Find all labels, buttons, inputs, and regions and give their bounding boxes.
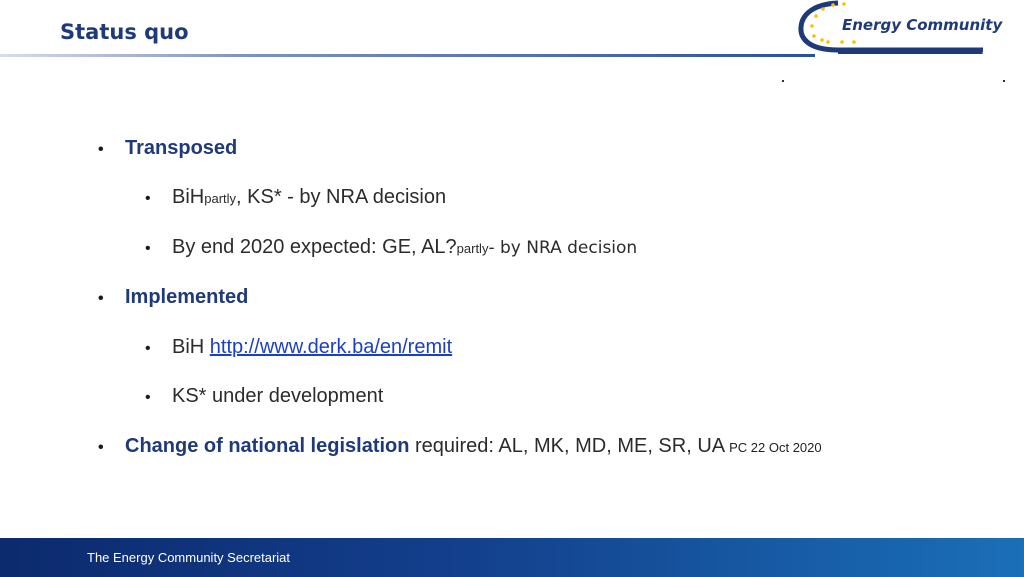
bullet-transposed [98, 137, 237, 160]
energy-community-logo [798, 0, 1003, 58]
nra-decision-text: - by NRA decision [488, 238, 638, 258]
decorative-dot [1003, 80, 1005, 82]
pc-date-note: PC 22 Oct 2020 [729, 440, 822, 455]
bullet-implemented-ks [145, 385, 383, 408]
implemented-heading: Implemented [125, 286, 249, 308]
bullet-icon: • [98, 439, 104, 456]
bullet-icon: • [145, 340, 151, 357]
transposed-heading: Transposed [125, 137, 238, 159]
bullet-icon: • [145, 240, 151, 257]
title-rule [0, 54, 815, 57]
bullet-icon: • [145, 190, 151, 207]
bullet-legislation [98, 435, 822, 458]
bullet-transposed-bih [145, 186, 446, 209]
footer-bar [0, 538, 1024, 577]
ks-under-development: KS* under development [172, 385, 384, 407]
implemented-bih-prefix: BiH [172, 336, 210, 358]
transposed-bih-rest: , KS* - by NRA decision [236, 186, 447, 208]
bullet-icon: • [98, 290, 104, 307]
partly-sub: partly [204, 191, 237, 206]
legislation-rest: required: AL, MK, MD, ME, SR, UA [409, 435, 726, 457]
logo-text: Energy Community [842, 16, 1003, 34]
bullet-icon: • [98, 141, 104, 158]
country-bih: BiH [172, 186, 205, 208]
page-title: Status quo [60, 20, 189, 44]
expected-text: By end 2020 expected: GE, AL? [172, 236, 457, 258]
derk-link[interactable]: http://www.derk.ba/en/remit [209, 336, 453, 358]
decorative-dot [782, 80, 784, 82]
bullet-transposed-expected [145, 236, 637, 259]
bullet-icon: • [145, 389, 151, 406]
footer-text: The Energy Community Secretariat [87, 550, 291, 565]
partly-sub: partly [456, 241, 489, 256]
legislation-bold: Change of national legislation [125, 435, 410, 457]
bullet-implemented-bih [145, 336, 452, 359]
bullet-implemented [98, 286, 248, 309]
